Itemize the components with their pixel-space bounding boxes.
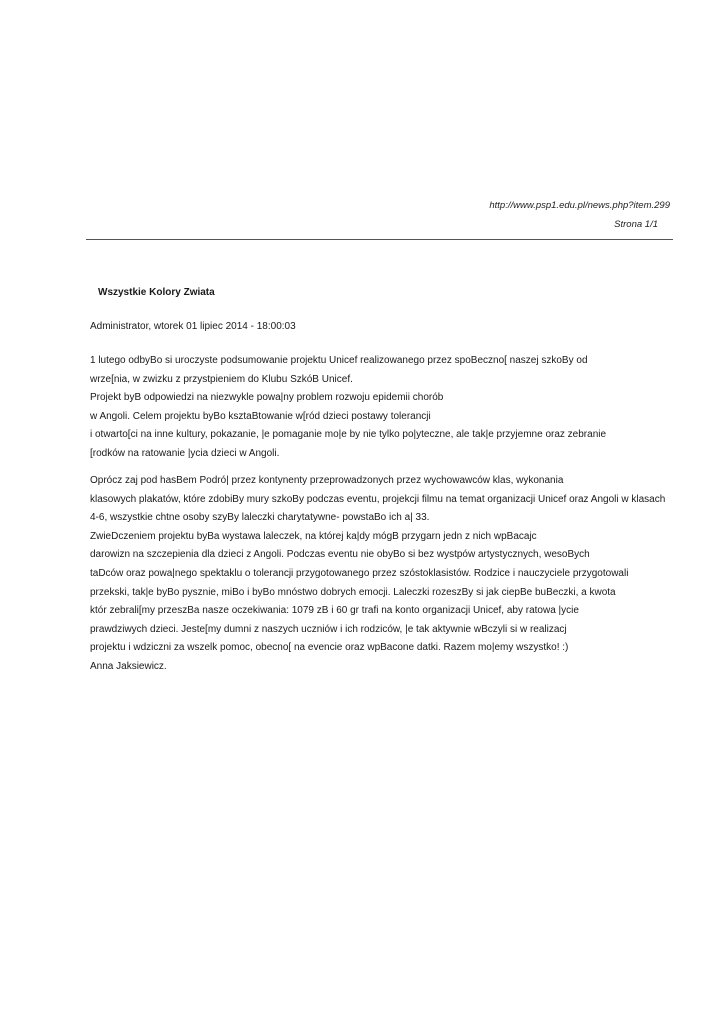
article-signature: Anna Jaksiewicz. [90, 660, 167, 672]
paragraph-line: któr zebrali[my przeszBa nasze oczekiwania: 1079 zB i 60 gr trafi na konto organizacji Unicef, aby ratowa |ycie [90, 605, 579, 617]
article-paragraph-1 [90, 352, 680, 464]
paragraph-line: prawdziwych dzieci. Jeste[my dumni z naszych uczniów i ich rodziców, |e tak aktywnie wBczyli si w realizacj [90, 623, 567, 635]
paragraph-line: darowizn na szczepienia dla dzieci z Angoli. Podczas eventu nie obyBo si bez wystpów artystycznych, wesoBych [90, 549, 590, 561]
paragraph-line: ZwieDczeniem projektu byBa wystawa laleczek, na której ka|dy mógB przygarn jedn z nich wpBacajc [90, 530, 537, 542]
paragraph-line: 4-6, wszystkie chtne osoby szyBy laleczki charytatywne- powstaBo ich a| 33. [90, 512, 430, 524]
paragraph-line: taDców oraz powa|nego spektaklu o tolerancji przygotowanego przez szóstoklasistów. Rodzice i nauczyciele przygotowali [90, 567, 629, 579]
paragraph-line: przekski, tak|e byBo pysznie, miBo i byBo mnóstwo dobrych emocji. Laleczki rozeszBy si jak ciepBe buBeczki, a kwota [90, 586, 616, 598]
article-byline: Administrator, wtorek 01 lipiec 2014 - 18:00:03 [90, 321, 296, 332]
paragraph-line: w Angoli. Celem projektu byBo ksztaBtowanie w[ród dzieci postawy tolerancji [90, 410, 431, 422]
paragraph-line: wrze[nia, w zwizku z przystpieniem do Klubu SzkóB Unicef. [90, 373, 353, 385]
paragraph-line: Projekt byB odpowiedzi na niezwykle powa|ny problem rozwoju epidemii chorób [90, 392, 444, 404]
paragraph-line: projektu i wdziczni za wszelk pomoc, obecno[ na evencie oraz wpBacone datki. Razem mo|emy wszystko! :) [90, 642, 569, 654]
article-title: Wszystkie Kolory Zwiata [98, 287, 215, 298]
paragraph-line: [rodków na ratowanie |ycia dzieci w Angoli. [90, 447, 280, 459]
header-page-number: Strona 1/1 [614, 219, 658, 230]
paragraph-line: klasowych plakatów, które zdobiBy mury szkoBy podczas eventu, projekcji filmu na temat organizacji Unicef oraz Angoli w klasach [90, 493, 666, 505]
paragraph-line: i otwarto[ci na inne kultury, pokazanie, |e pomaganie mo|e by nie tylko po|yteczne, ale tak|e przyjemne oraz zebranie [90, 429, 607, 441]
article-paragraph-2 [90, 472, 680, 677]
paragraph-line: 1 lutego odbyBo si uroczyste podsumowanie projektu Unicef realizowanego przez spoBeczno[ naszej szkoBy od [90, 355, 588, 366]
header-url: http://www.psp1.edu.pl/news.php?item.299 [489, 200, 670, 211]
paragraph-line: Oprócz zaj pod hasBem Podró| przez kontynenty przeprowadzonych przez wychowawców klas, wykonania [90, 475, 564, 486]
header-divider [86, 239, 673, 240]
